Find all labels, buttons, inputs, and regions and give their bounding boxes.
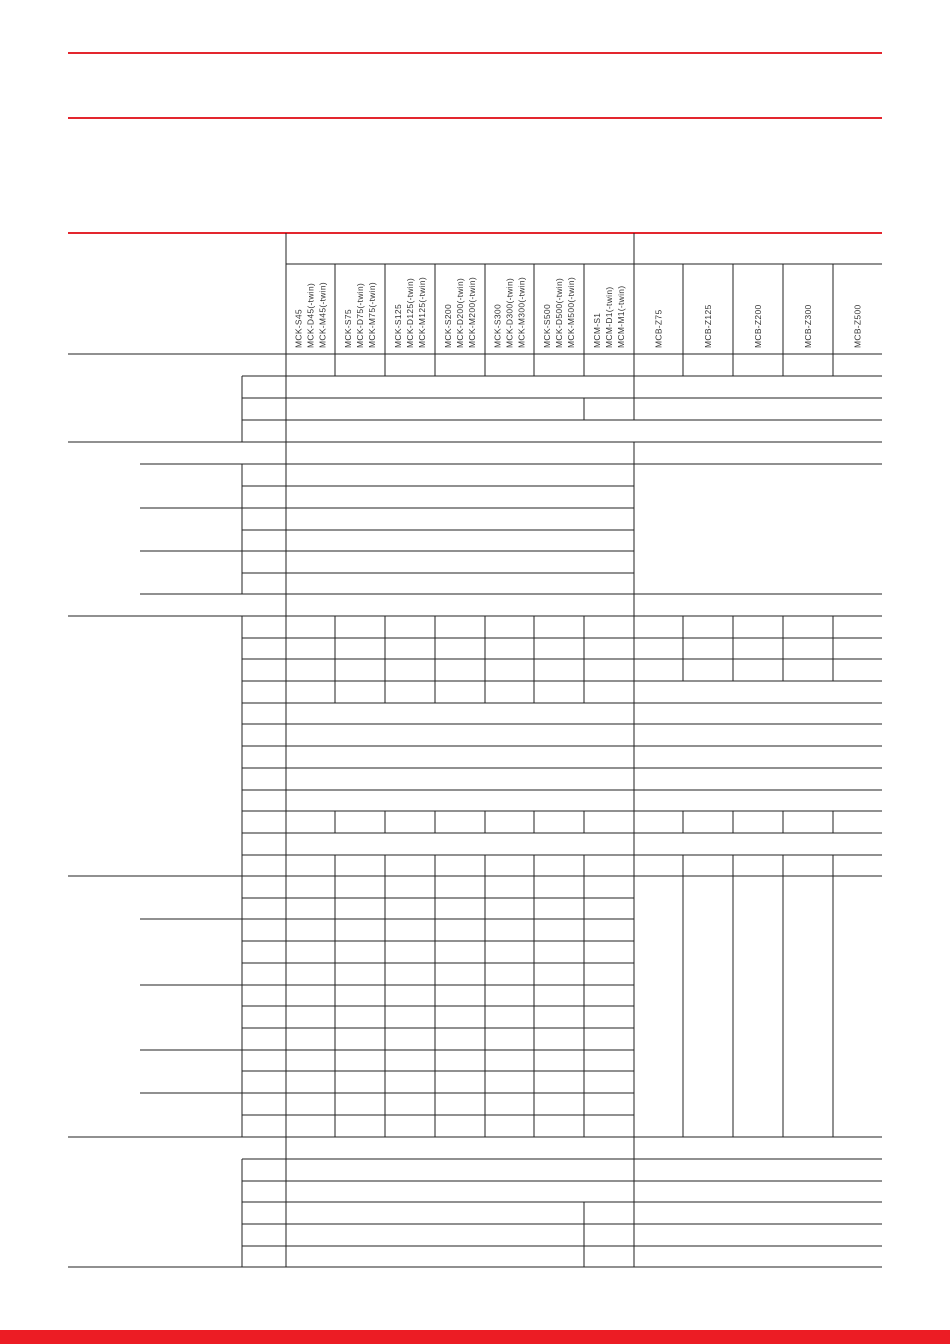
footer-bar	[0, 1330, 950, 1344]
model-label-m3-3: MCK-M125(-twin)	[417, 276, 427, 348]
table-grid-lines	[68, 233, 882, 1267]
model-label-m1-2: MCK-D45(-twin)	[305, 282, 316, 348]
model-label-m3-1: MCK-S125	[393, 304, 403, 348]
model-label-m6-2: MCK-D500(-twin)	[554, 277, 564, 348]
model-label-m10-1: MCB-Z200	[753, 304, 763, 348]
model-label-m4-3: MCK-M200(-twin)	[467, 276, 477, 348]
model-label-m2-2: MCK-D75(-twin)	[355, 282, 365, 348]
model-label-m4-2: MCK-D200(-twin)	[455, 277, 465, 348]
model-label-m11-1: MCB-Z300	[803, 304, 813, 348]
model-label-m5-3: MCK-M300(-twin)	[516, 276, 527, 348]
model-label-m6-1: MCK-S500	[542, 304, 552, 348]
model-label-m4-1: MCK-S200	[443, 304, 453, 348]
model-label-m5-1: MCK-S300	[492, 304, 503, 348]
model-label-m5-2: MCK-D300(-twin)	[504, 277, 515, 348]
model-label-m8-1: MCB-Z75	[653, 309, 664, 348]
model-label-m7-3: MCM-M1(-twin)	[616, 285, 626, 348]
model-label-m7-1: MCM-S1	[592, 312, 602, 348]
model-label-m1-1: MCK-S45	[293, 309, 304, 348]
model-label-m3-2: MCK-D125(-twin)	[405, 277, 415, 348]
model-label-m6-3: MCK-M500(-twin)	[566, 276, 576, 348]
model-label-m9-1: MCB-Z125	[703, 304, 713, 348]
model-label-m7-2: MCM-D1(-twin)	[604, 286, 614, 348]
model-header-labels	[294, 277, 863, 348]
model-label-m2-1: MCK-S75	[343, 309, 353, 348]
model-label-m12-1: MCB-Z500	[852, 304, 863, 348]
model-label-m1-3: MCK-M45(-twin)	[317, 281, 328, 348]
model-label-m2-3: MCK-M75(-twin)	[367, 281, 377, 348]
